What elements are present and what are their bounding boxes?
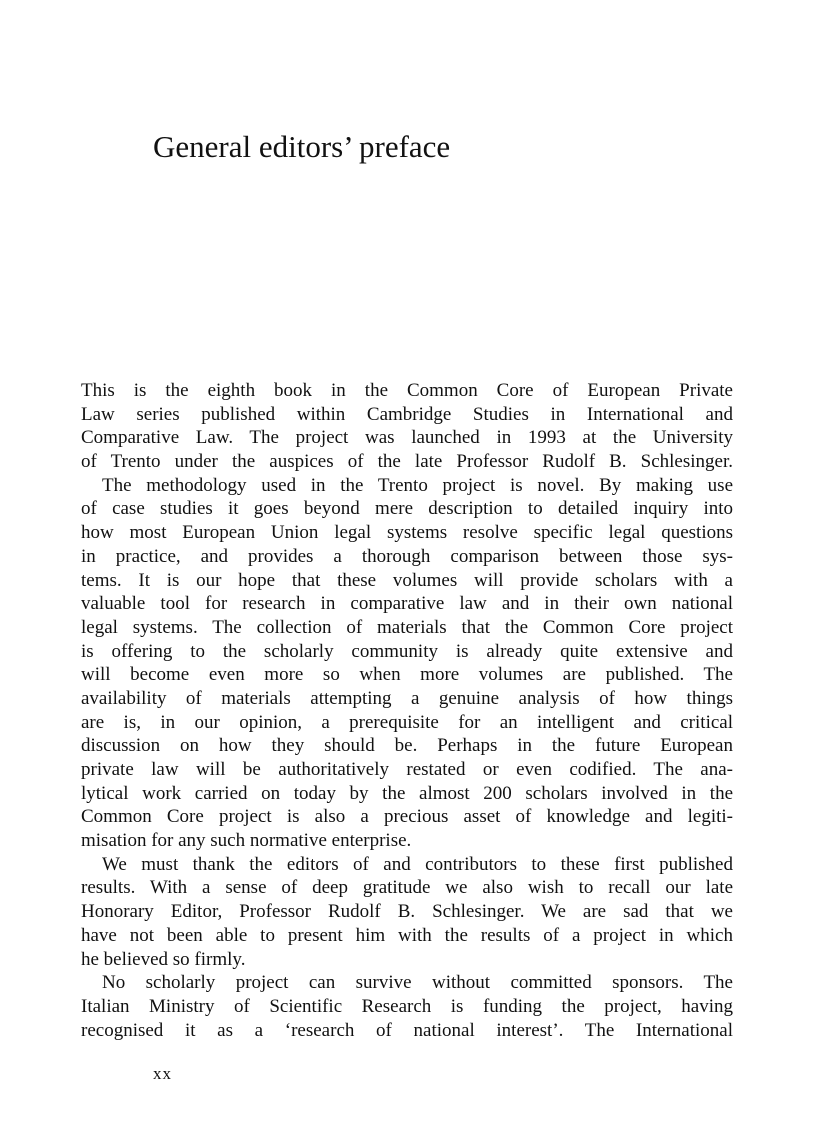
text-line: Comparative Law. The project was launched in 1993 at the University xyxy=(81,427,733,449)
text-line: legal systems. The collection of materials that the Common Core project xyxy=(81,616,733,638)
text-line: is offering to the scholarly community is already quite extensive and xyxy=(81,640,733,662)
text-line: of Trento under the auspices of the late Professor Rudolf B. Schlesinger. xyxy=(81,451,733,473)
text-line: in practice, and provides a thorough comparison between those sys- xyxy=(81,545,733,567)
text-line: tems. It is our hope that these volumes will provide scholars with a xyxy=(81,569,733,591)
text-line: Law series published within Cambridge Studies in International and xyxy=(81,403,733,425)
page-number: xx xyxy=(153,1064,172,1083)
text-line: will become even more so when more volumes are published. The xyxy=(81,664,733,686)
text-line: have not been able to present him with the results of a project in which xyxy=(81,924,733,946)
paragraph xyxy=(81,474,733,853)
text-line: how most European Union legal systems resolve specific legal questions xyxy=(81,522,733,544)
text-line: Honorary Editor, Professor Rudolf B. Schlesinger. We are sad that we xyxy=(81,901,733,923)
page-title: General editors’ preface xyxy=(153,129,451,164)
text-line: recognised it as a ‘research of national interest’. The International xyxy=(81,1019,733,1041)
text-line: Italian Ministry of Scientific Research is funding the project, having xyxy=(81,995,733,1017)
text-line: Common Core project is also a precious asset of knowledge and legiti- xyxy=(81,806,733,828)
paragraph xyxy=(81,379,733,474)
body-text xyxy=(81,379,733,1042)
text-line: We must thank the editors of and contributors to these first published xyxy=(102,853,733,875)
text-line: discussion on how they should be. Perhaps in the future European xyxy=(81,735,733,757)
paragraph xyxy=(81,971,733,1042)
text-line: availability of materials attempting a genuine analysis of how things xyxy=(81,687,733,709)
text-line: of case studies it goes beyond mere description to detailed inquiry into xyxy=(81,498,733,520)
text-line: are is, in our opinion, a prerequisite for an intelligent and critical xyxy=(81,711,733,733)
text-line: misation for any such normative enterprise. xyxy=(81,830,412,852)
text-line: No scholarly project can survive without committed sponsors. The xyxy=(102,972,733,994)
text-line: he believed so firmly. xyxy=(81,948,246,970)
text-line: lytical work carried on today by the almost 200 scholars involved in the xyxy=(81,782,733,804)
paragraph xyxy=(81,853,733,971)
text-line: results. With a sense of deep gratitude we also wish to recall our late xyxy=(81,877,733,899)
text-line: The methodology used in the Trento project is novel. By making use xyxy=(102,474,733,496)
text-line: valuable tool for research in comparative law and in their own national xyxy=(81,593,733,615)
text-line: This is the eighth book in the Common Core of European Private xyxy=(81,380,733,401)
text-line: private law will be authoritatively restated or even codified. The ana- xyxy=(81,759,733,780)
